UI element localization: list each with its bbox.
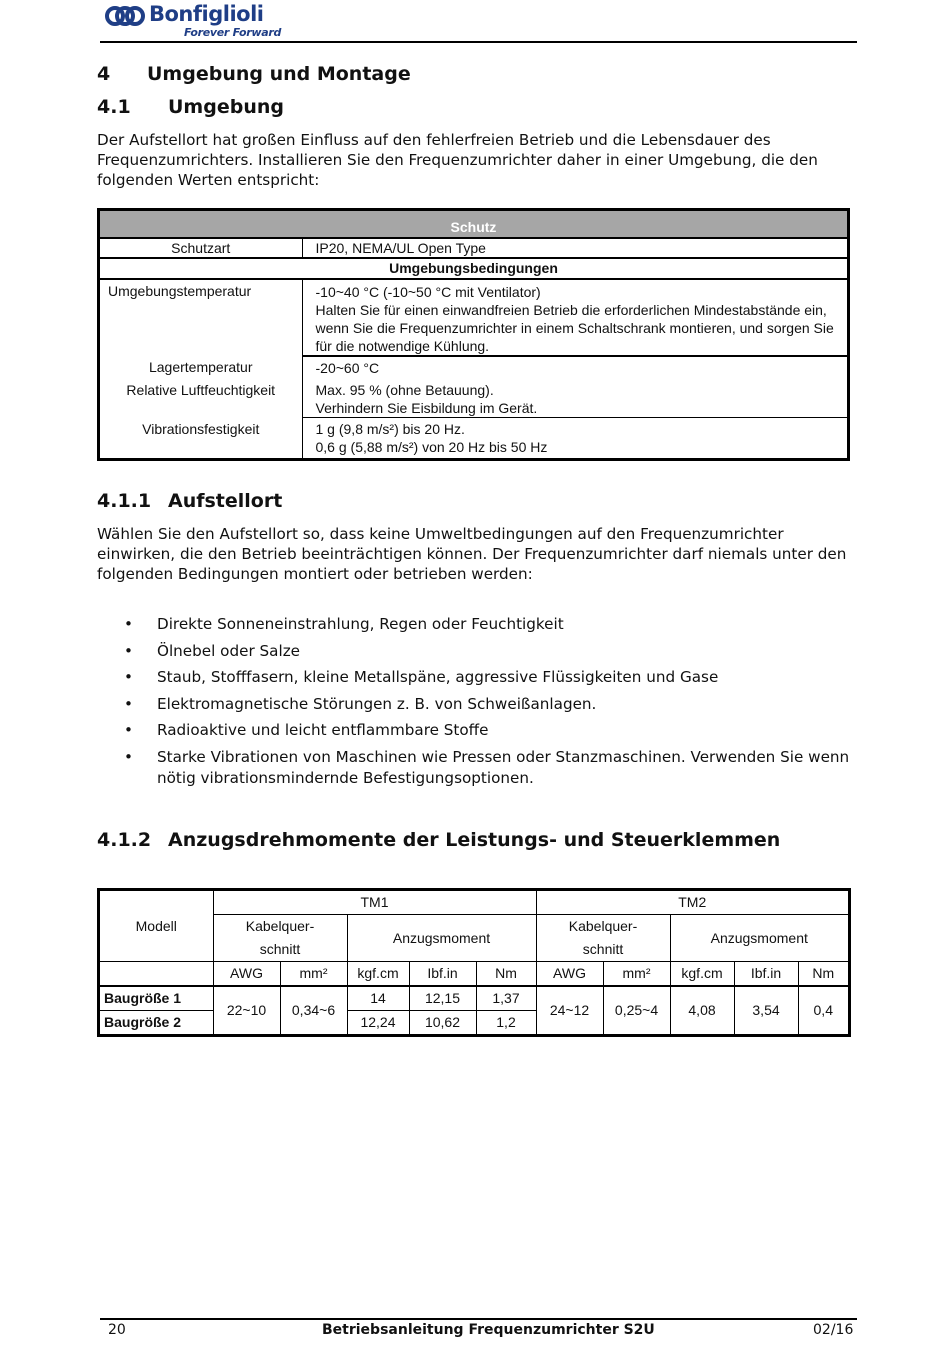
row-value-schutzart: IP20, NEMA/UL Open Type [315, 240, 486, 256]
humidity-note: Verhindern Sie Eisbildung im Gerät. [315, 400, 538, 416]
unit-cell: AWG [213, 962, 280, 987]
tm2-nm: 0,4 [798, 986, 848, 1034]
bullet-icon: • [124, 694, 133, 713]
section-number: 4.1 [97, 96, 131, 118]
section-number: 4 [97, 63, 111, 85]
list-item-text: Radioaktive und leicht entflammbare Stoffe [157, 721, 489, 739]
page-number: 20 [108, 1322, 126, 1338]
header-divider [100, 41, 857, 43]
row-label-schutzart: Schutzart [100, 238, 302, 258]
header-tm1-cable [213, 915, 347, 962]
tm1-kgf-1: 14 [347, 986, 409, 1011]
bullet-icon: • [124, 668, 133, 686]
cable-line-2: schnitt [582, 941, 624, 957]
category-header-umgebung: Umgebungsbedingungen [100, 258, 847, 279]
tm1-nm-2: 1,2 [476, 1011, 536, 1035]
section-number: 4.1.2 [97, 829, 152, 851]
vibration-line-2: 0,6 g (5,88 m/s²) von 20 Hz bis 50 Hz [315, 439, 548, 455]
row-model-2: Baugröße 2 [100, 1011, 213, 1035]
tm2-mm2: 0,25~4 [603, 986, 670, 1034]
list-item [124, 694, 854, 715]
header-tm2-cable [536, 915, 670, 962]
section-heading-4 [97, 63, 411, 85]
brand-name: Bonfiglioli [149, 2, 264, 26]
list-item [124, 641, 854, 662]
row-value-vibration [302, 418, 847, 458]
list-item-text: Direkte Sonneneinstrahlung, Regen oder Feuchtigkeit [157, 615, 564, 633]
row-model-1: Baugröße 1 [100, 986, 213, 1011]
tm2-awg: 24~12 [536, 986, 603, 1034]
row-label-vibration: Vibrationsfestigkeit [100, 418, 302, 458]
humidity-max: Max. 95 % (ohne Betauung). [315, 382, 494, 398]
temperature-note: Halten Sie für einen einwandfreien Betrieb die erforderlichen Mindestabstände ein, wenn Sie die Frequenzumrichter in einem Schaltschrank montieren, und sorgen Sie für die notwendige Kühlung. [315, 302, 834, 354]
header-modell: Modell [100, 891, 213, 962]
tm1-nm-1: 1,37 [476, 986, 536, 1011]
category-header-schutz: Schutz [100, 211, 847, 238]
header-tm2: TM2 [536, 891, 848, 915]
bullet-icon: • [124, 615, 133, 633]
cable-line-1: Kabelquer- [245, 918, 315, 934]
list-item [124, 667, 854, 688]
tm2-kgf: 4,08 [670, 986, 734, 1034]
section-title: Aufstellort [168, 490, 283, 512]
bullet-icon: • [124, 747, 133, 766]
footer-title: Betriebsanleitung Frequenzumrichter S2U [322, 1322, 655, 1338]
bullet-icon: • [124, 721, 133, 739]
section-heading-4-1-2 [97, 829, 780, 851]
unit-cell: Nm [476, 962, 536, 987]
row-label-luftfeuchtigkeit: Relative Luftfeuchtigkeit [100, 379, 302, 418]
section-number: 4.1.1 [97, 490, 152, 512]
cable-line-2: schnitt [259, 941, 301, 957]
bullet-icon: • [124, 641, 133, 660]
list-item [124, 614, 854, 635]
row-value-luftfeuchtigkeit [302, 379, 847, 418]
condition-list [124, 614, 854, 794]
tm1-mm2: 0,34~6 [280, 986, 347, 1034]
row-label-lagertemperatur: Lagertemperatur [100, 356, 302, 379]
row-label-temperatur: Umgebungstemperatur [100, 279, 302, 356]
section-heading-4-1 [97, 96, 284, 118]
environment-table [97, 208, 850, 461]
temperature-range: -10~40 °C (-10~50 °C mit Ventilator) [315, 284, 541, 300]
row-value-lagertemperatur: -20~60 °C [302, 356, 847, 379]
unit-cell: kgf.cm [670, 962, 734, 987]
row-value-temperatur [302, 279, 847, 356]
header-tm1: TM1 [213, 891, 536, 915]
tm1-kgf-2: 12,24 [347, 1011, 409, 1035]
section-heading-4-1-1 [97, 490, 282, 512]
section-title: Umgebung und Montage [147, 63, 411, 85]
tm1-ibf-1: 12,15 [409, 986, 476, 1011]
section-title: Umgebung [168, 96, 284, 118]
unit-cell: Ibf.in [734, 962, 798, 987]
list-item-text: Starke Vibrationen von Maschinen wie Pressen oder Stanzmaschinen. Verwenden Sie wenn nötig vibrationsmindernde Befestigungsoptionen. [157, 747, 850, 787]
footer-date: 02/16 [813, 1322, 854, 1338]
intro-paragraph: Der Aufstellort hat großen Einfluss auf den fehlerfreien Betrieb und die Lebensdauer des Frequenzumrichters. Installieren Sie den Frequenzumrichter daher in einer Umgebung, die den folgenden Werten entspricht: [97, 131, 818, 189]
unit-cell: mm² [280, 962, 347, 987]
tm2-ibf: 3,54 [734, 986, 798, 1034]
footer-divider [100, 1318, 857, 1320]
list-item [124, 747, 854, 789]
header-tm1-torque: Anzugsmoment [347, 915, 536, 962]
list-item [124, 720, 854, 741]
unit-cell: Ibf.in [409, 962, 476, 987]
tm1-awg: 22~10 [213, 986, 280, 1034]
unit-cell: mm² [603, 962, 670, 987]
aufstellort-paragraph: Wählen Sie den Aufstellort so, dass keine Umweltbedingungen auf den Frequenzumrichter einwirken, die den Betrieb beeinträchtigen können. Der Frequenzumrichter darf niemals unter den folgenden Bedingungen montiert oder betrieben werden: [97, 525, 847, 583]
list-item-text: Ölnebel oder Salze [157, 641, 301, 660]
unit-cell: kgf.cm [347, 962, 409, 987]
vibration-line-1: 1 g (9,8 m/s²) bis 20 Hz. [315, 421, 465, 437]
cable-line-1: Kabelquer- [568, 918, 638, 934]
header-tm2-torque: Anzugsmoment [670, 915, 848, 962]
list-item-text: Staub, Stofffasern, kleine Metallspäne, aggressive Flüssigkeiten und Gase [157, 668, 719, 686]
unit-cell: Nm [798, 962, 848, 987]
torque-table [97, 888, 851, 1037]
brand-tagline: Forever Forward [184, 26, 282, 39]
unit-cell: AWG [536, 962, 603, 987]
tm1-ibf-2: 10,62 [409, 1011, 476, 1035]
list-item-text: Elektromagnetische Störungen z. B. von Schweißanlagen. [157, 694, 597, 713]
unit-cell-empty [100, 962, 213, 987]
section-title: Anzugsdrehmomente der Leistungs- und Steuerklemmen [168, 829, 781, 851]
